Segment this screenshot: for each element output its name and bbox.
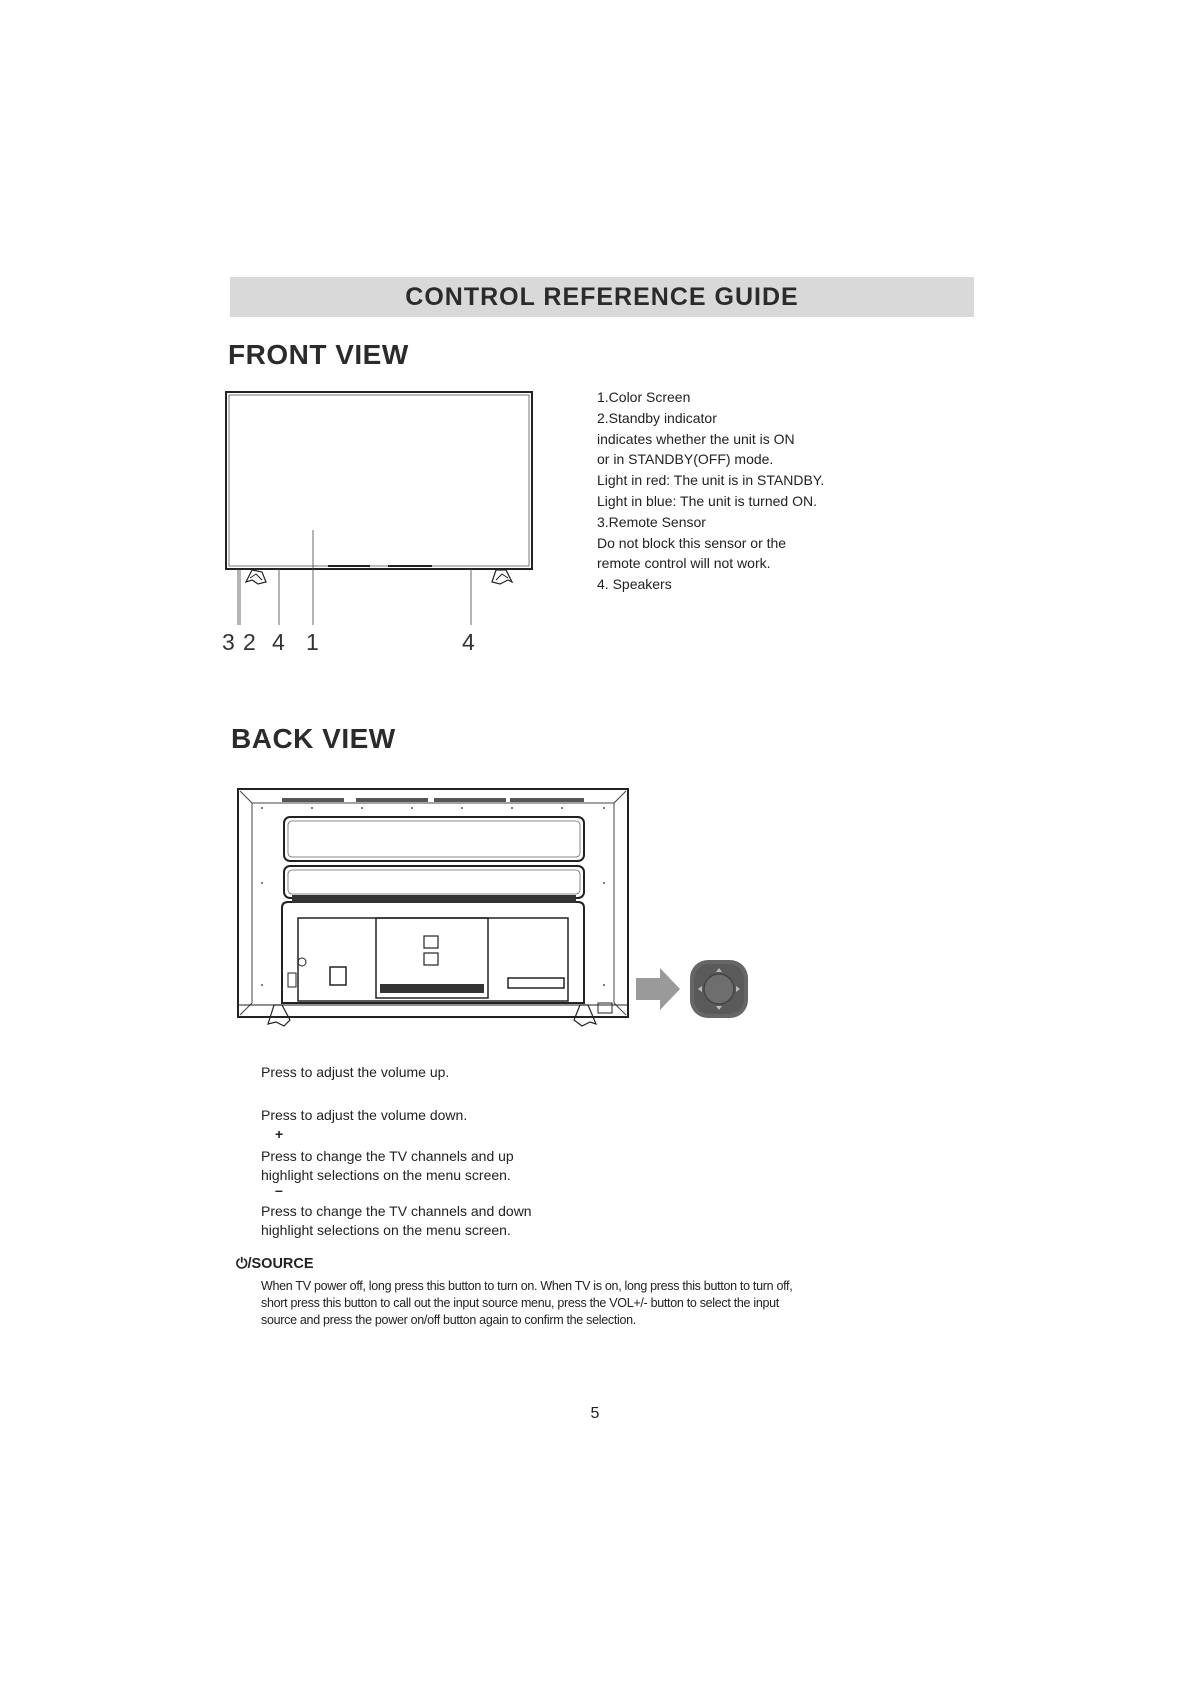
legend-line: or in STANDBY(OFF) mode. <box>597 451 774 468</box>
plus-icon: + <box>275 1126 284 1142</box>
page-number: 5 <box>590 1405 600 1422</box>
arrow-right-icon <box>636 968 680 1010</box>
front-view-title: FRONT VIEW <box>228 339 409 370</box>
legend-line: Light in red: The unit is in STANDBY. <box>597 472 825 489</box>
callout-4-right: 4 <box>462 629 475 655</box>
callout-4-left: 4 <box>272 629 285 655</box>
back-view-title: BACK VIEW <box>231 723 396 754</box>
legend-line: indicates whether the unit is ON <box>597 430 795 447</box>
page-title: CONTROL REFERENCE GUIDE <box>405 283 799 311</box>
callout-2: 2 <box>243 629 256 655</box>
volume-up-desc: Press to adjust the volume up. <box>261 1064 450 1080</box>
legend-line: Light in blue: The unit is turned ON. <box>597 492 817 509</box>
callout-1: 1 <box>306 629 319 655</box>
minus-icon: – <box>275 1182 283 1198</box>
legend-line: Do not block this sensor or the <box>597 534 787 551</box>
power-desc-line: short press this button to call out the input source menu, press the VOL+/- button to select the input <box>261 1296 779 1310</box>
channel-up-desc-2: highlight selections on the menu screen. <box>261 1167 511 1183</box>
legend-line: 3.Remote Sensor <box>597 513 706 530</box>
power-icon: ⏻/ <box>236 1256 252 1272</box>
callout-3: 3 <box>222 629 235 655</box>
power-source-desc <box>261 1278 861 1329</box>
source-label: SOURCE <box>251 1256 314 1272</box>
power-source-heading <box>236 1256 314 1272</box>
legend-line: 1.Color Screen <box>597 389 691 405</box>
legend-line: 2.Standby indicator <box>597 409 717 426</box>
volume-down-desc: Press to adjust the volume down. <box>261 1107 468 1123</box>
channel-up-desc-1: Press to change the TV channels and up <box>261 1148 514 1164</box>
legend-line: 4. Speakers <box>597 576 672 593</box>
channel-down-desc-1: Press to change the TV channels and down <box>261 1203 532 1219</box>
joystick-button-icon <box>690 960 748 1018</box>
power-desc-line: source and press the power on/off button again to confirm the selection. <box>261 1313 636 1327</box>
power-desc-line: When TV power off, long press this button to turn on. When TV is on, long press this button to turn off, <box>261 1279 793 1293</box>
legend-line: remote control will not work. <box>597 555 771 572</box>
channel-down-desc-2: highlight selections on the menu screen. <box>261 1222 511 1238</box>
